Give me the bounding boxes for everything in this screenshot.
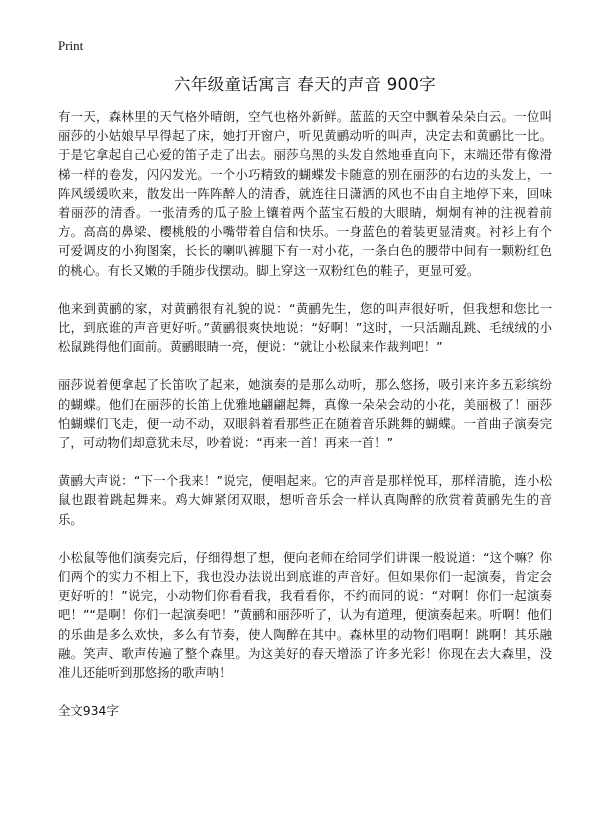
paragraph-1: 有一天，森林里的天气格外晴朗，空气也格外新鲜。蓝蓝的天空中飘着朵朵白云。一位叫丽莎的小姑娘早早得起了床，她打开窗户，听见黄鹂动听的叫声，决定去和黄鹂比一比。于是它拿起自己心爱的笛子走了出去。丽莎乌黑的头发自然地垂直向下，末端还带有像滑梯一样的卷发，闪闪发光。一个小巧精致的蝴蝶发卡随意的别在丽莎的右边的头发上，一阵风缓缓吹来，散发出一阵阵醉人的清香，就连往日潇洒的风也不由自主地停下来，回味着丽莎的清香。一张清秀的瓜子脸上镶着两个蓝宝石般的大眼睛，炯炯有神的注视着前方。高高的鼻梁、樱桃般的小嘴带着自信和快乐。一身蓝色的着装更显清爽。衬衫上有个可爱调皮的小狗图案，长长的喇叭裤腿下有一对小花，一条白色的腰带中间有一颗粉红色的桃心。有长又嫩的手随步伐摆动。脚上穿这一双粉红色的鞋子，更显可爱。: [58, 109, 552, 278]
paragraph-3: 丽莎说着便拿起了长笛吹了起来，她演奏的是那么动听，那么悠扬，吸引来许多五彩缤纷的蝴蝶。他们在丽莎的长笛上优雅地翩翩起舞，真像一朵朵会动的小花，美丽极了！丽莎怕蝴蝶们飞走，便一动不动，双眼斜着看那些正在随着音乐跳舞的蝴蝶。一首曲子演奏完了，可动物们却意犹未尽，吵着说：“再来一首！再来一首！”: [58, 377, 552, 451]
word-count: 全文934字: [58, 703, 119, 719]
paragraph-4: 黄鹂大声说：“下一个我来！”说完，便唱起来。它的声音是那样悦耳，那样清脆，连小松鼠也跟着跳起舞来。鸡大婶紧闭双眼，想听音乐会一样认真陶醉的欣赏着黄鹂先生的音乐。: [58, 473, 552, 527]
article-body: [58, 107, 552, 682]
paragraph-5: 小松鼠等他们演奏完后，仔细得想了想，便向老师在给同学们讲课一般说道：“这个嘛？你们两个的实力不相上下，我也没办法说出到底谁的声音好。但如果你们一起演奏，肯定会更好听的！”说完，小动物们你看看我，我看看你，不约而同的说：“对啊！你们一起演奏吧！”“是啊！你们一起演奏吧！”黄鹂和丽莎听了，认为有道理，便演奏起来。听啊！他们的乐曲是多么欢快，多么有节奏，使人陶醉在其中。森林里的动物们唱啊！跳啊！其乐融融。笑声、歌声传遍了整个森里。为这美好的春天增添了许多光彩！你现在去大森里，没准儿还能听到那悠扬的歌声呐！: [58, 549, 552, 681]
print-link[interactable]: Print: [58, 38, 84, 53]
article-title: 六年级童话寓言 春天的声音 900字: [174, 75, 436, 94]
paragraph-2: 他来到黄鹂的家，对黄鹂很有礼貌的说：“黄鹂先生，您的叫声很好听，但我想和您比一比，到底谁的声音更好听。”黄鹂很爽快地说：“好啊！”这时，一只活蹦乱跳、毛绒绒的小松鼠跳得他们面前。黄鹂眼睛一亮，便说：“就让小松鼠来作裁判吧！”: [58, 300, 552, 355]
